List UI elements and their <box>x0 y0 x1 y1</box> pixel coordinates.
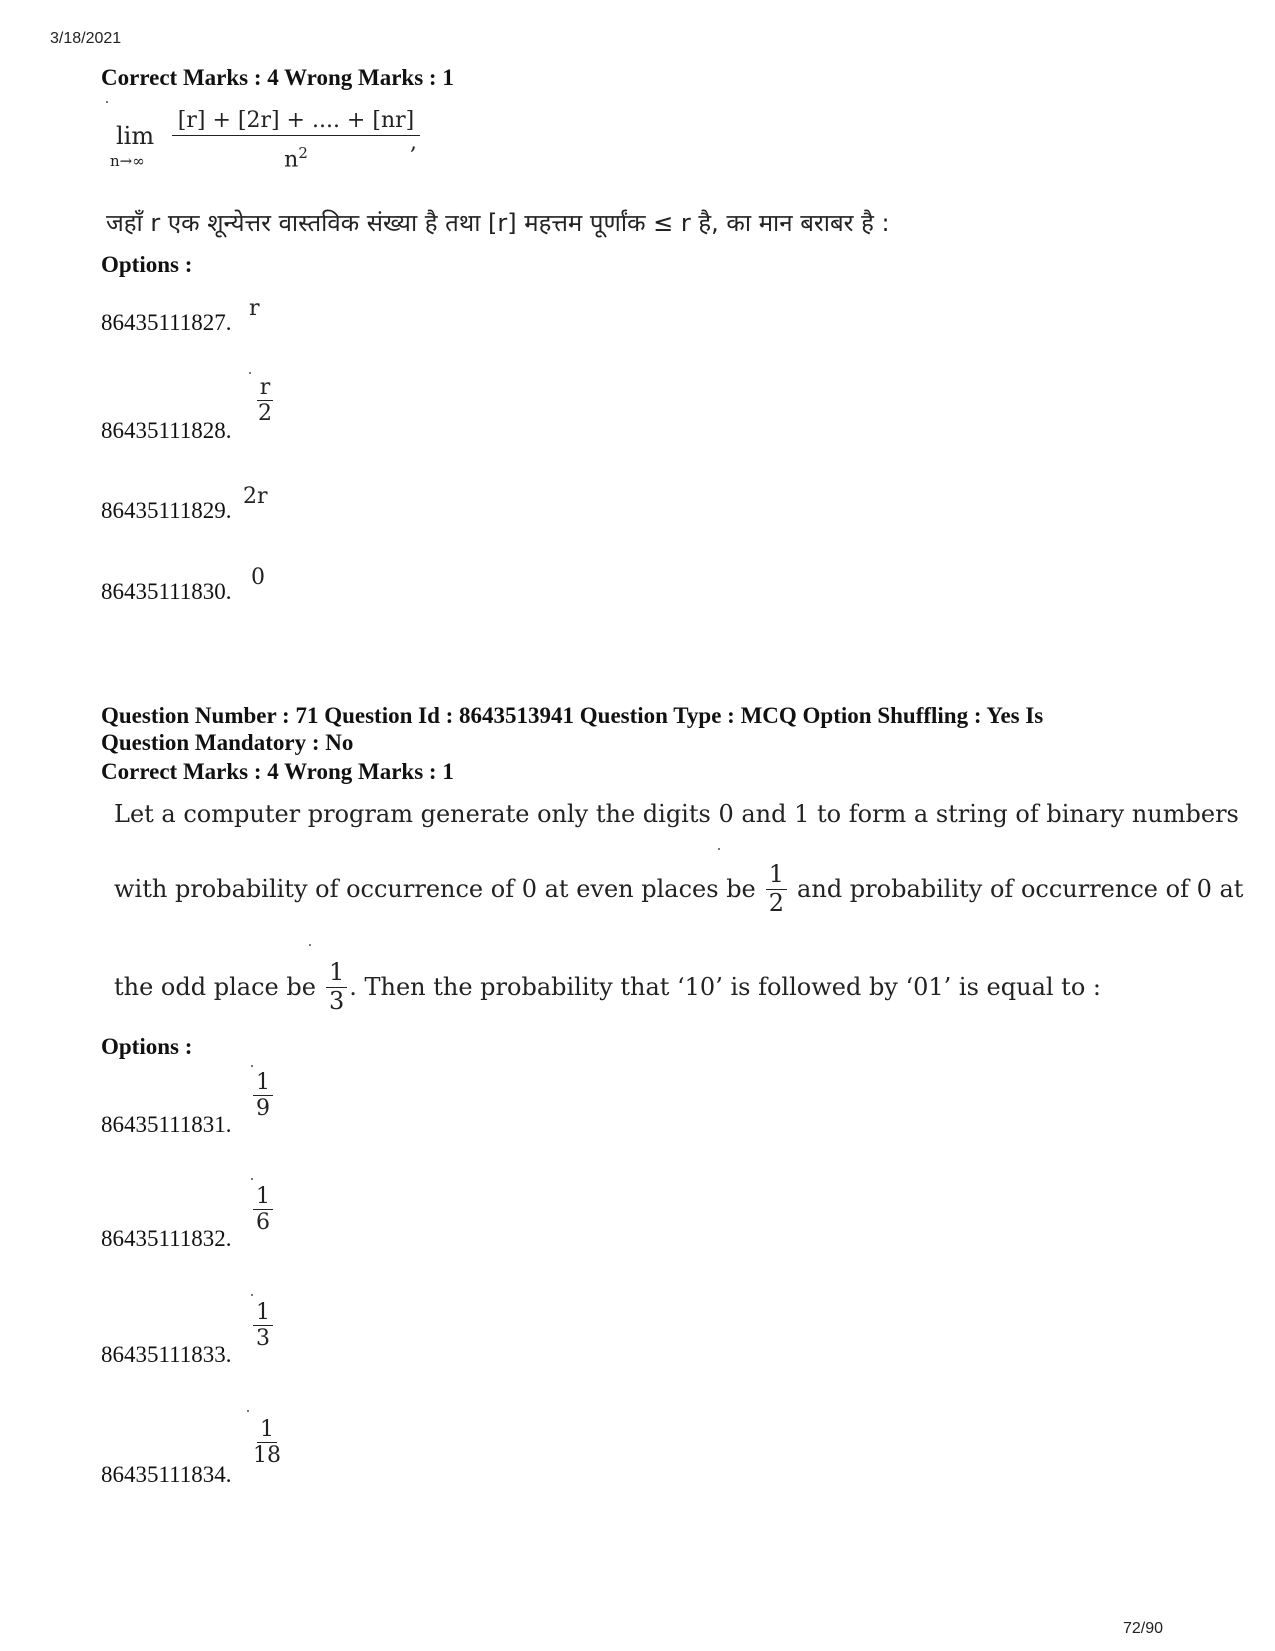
q71-option-3-dot <box>251 1294 253 1296</box>
lim-trail: , <box>410 130 417 155</box>
q71-frac2-den: 3 <box>328 986 345 1015</box>
q71-line2-dot <box>718 848 720 850</box>
q71-option-1-value <box>253 1070 273 1122</box>
q71-option-4-dot <box>247 1410 249 1412</box>
q71-header-line2: Question Mandatory : No <box>101 730 354 755</box>
q70-option-1-id: 86435111827. <box>101 310 232 335</box>
q70-option-2-value <box>255 375 275 427</box>
q71-fraction-third <box>326 959 347 1015</box>
lim-numerator: [r] + [2r] + .... + [nr] <box>172 108 420 136</box>
q71-option-1-den: 9 <box>256 1096 270 1122</box>
q71-text-line2 <box>114 854 1243 924</box>
q70-option-2-dot <box>249 372 251 374</box>
q70-option-3-id: 86435111829. <box>101 498 232 523</box>
q71-option-2-dot <box>251 1178 253 1180</box>
denominator-exponent: 2 <box>298 144 308 162</box>
q71-option-2-num: 1 <box>253 1184 273 1210</box>
q70-option-2-num: r <box>257 375 274 401</box>
q70-option-4-id: 86435111830. <box>101 579 232 604</box>
q71-option-3-value <box>253 1300 273 1352</box>
q71-option-3-id: 86435111833. <box>101 1342 232 1367</box>
denominator-base: n <box>284 147 299 173</box>
page-number: 72/90 <box>1122 1620 1163 1637</box>
q70-option-2-id: 86435111828. <box>101 418 232 443</box>
q70-option-4-value: 0 <box>251 565 265 590</box>
q70-limit-expression <box>110 108 430 174</box>
q71-text-line2-b: and probability of occurrence of 0 at <box>797 875 1244 903</box>
q71-text-line3-b: . Then the probability that ‘10’ is followed by ‘01’ is equal to : <box>349 973 1101 1001</box>
q71-option-3-num: 1 <box>253 1300 273 1326</box>
q71-marks: Correct Marks : 4 Wrong Marks : 1 <box>101 759 454 784</box>
q71-option-1-num: 1 <box>253 1070 273 1096</box>
q71-frac2-num: 1 <box>326 959 347 988</box>
q71-frac1-num: 1 <box>766 861 787 890</box>
q70-option-1-value: r <box>249 296 260 321</box>
q71-text-line2-a: with probability of occurrence of 0 at even places be <box>114 875 756 903</box>
print-date: 3/18/2021 <box>50 30 122 47</box>
q71-option-2-value <box>253 1184 273 1236</box>
q70-marks: Correct Marks : 4 Wrong Marks : 1 <box>101 65 454 90</box>
q70-formula-dot <box>106 101 108 103</box>
lim-subscript: n→∞ <box>110 152 145 170</box>
q70-option-3-value: 2r <box>243 484 268 509</box>
q71-options-label: Options : <box>101 1034 193 1059</box>
q71-header <box>101 702 1121 756</box>
q71-option-4-den: 18 <box>253 1443 281 1469</box>
q70-options-label: Options : <box>101 252 193 277</box>
q70-hindi-text: जहाँ r एक शून्येत्तर वास्तविक संख्या है तथा [r] महत्तम पूर्णांक ≤ r है, का मान बराबर है : <box>106 209 890 237</box>
q70-option-2-den: 2 <box>258 401 272 427</box>
q71-text-line3-a: the odd place be <box>114 973 316 1001</box>
q71-option-4-value <box>250 1417 284 1469</box>
q71-text-line3 <box>114 952 1101 1022</box>
q71-header-line1: Question Number : 71 Question Id : 8643513941 Question Type : MCQ Option Shuffling : Yes Is <box>101 703 1044 728</box>
lim-word: lim <box>116 122 155 150</box>
q71-option-2-den: 6 <box>256 1210 270 1236</box>
lim-denominator <box>172 144 420 172</box>
q71-option-1-dot <box>251 1065 253 1067</box>
q71-text-line1: Let a computer program generate only the digits 0 and 1 to form a string of binary numbers <box>114 800 1239 828</box>
q71-option-3-den: 3 <box>256 1326 270 1352</box>
q71-option-4-num: 1 <box>257 1417 277 1443</box>
q71-option-2-id: 86435111832. <box>101 1226 232 1251</box>
q71-fraction-half <box>766 861 787 917</box>
q71-option-4-id: 86435111834. <box>101 1462 232 1487</box>
q71-line3-dot <box>309 944 311 946</box>
q71-option-1-id: 86435111831. <box>101 1112 232 1137</box>
q71-frac1-den: 2 <box>768 888 785 917</box>
